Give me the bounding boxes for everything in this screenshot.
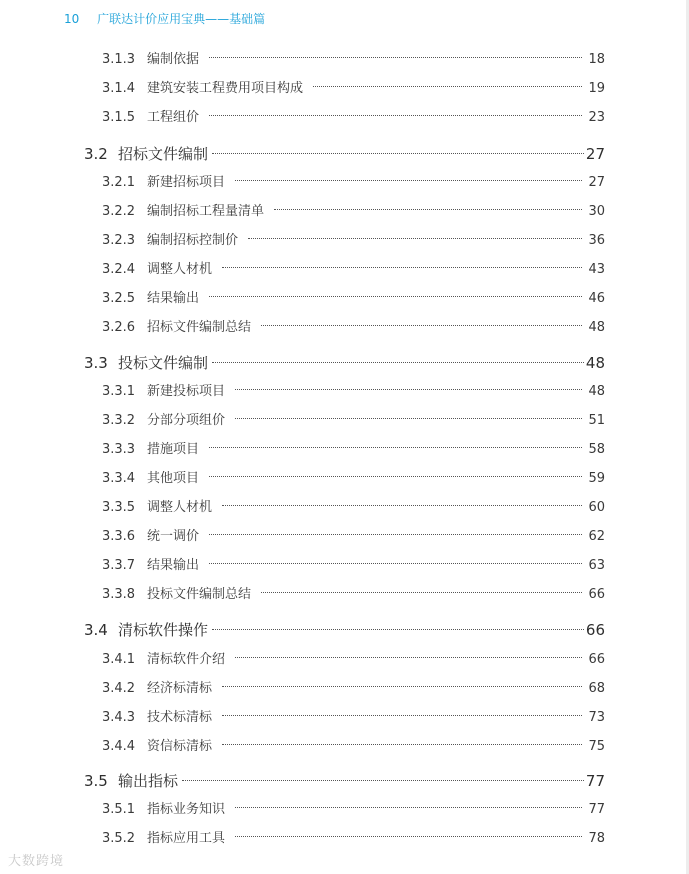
toc-entry-title: 经济标清标 xyxy=(147,681,213,696)
dot-leader xyxy=(182,780,584,781)
toc-entry-page: 63 xyxy=(588,558,605,573)
toc-entry-page: 30 xyxy=(588,204,605,219)
toc-entry-number: 3.1.4 xyxy=(102,81,136,96)
dot-leader xyxy=(209,563,582,564)
toc-entry-title: 分部分项组价 xyxy=(147,413,226,428)
toc-entry-number: 3.2.3 xyxy=(102,233,136,248)
toc-entry-page: 36 xyxy=(588,233,605,248)
toc-entry-number: 3.2.5 xyxy=(102,291,136,306)
toc-entry-number: 3.3.1 xyxy=(102,384,136,399)
toc-entry-number: 3.1.3 xyxy=(102,52,136,67)
toc-entry-title: 建筑安装工程费用项目构成 xyxy=(147,81,304,96)
toc-subsection-entry[interactable] xyxy=(102,106,605,125)
toc-entry-title: 招标文件编制 xyxy=(118,145,209,163)
toc-entry-number: 3.3.2 xyxy=(102,413,136,428)
toc-entry-page: 66 xyxy=(588,652,605,667)
dot-leader xyxy=(274,209,582,210)
toc-entry-title: 新建投标项目 xyxy=(147,384,226,399)
dot-leader xyxy=(235,657,582,658)
toc-subsection-entry[interactable] xyxy=(102,525,605,544)
toc-entry-title: 措施项目 xyxy=(147,442,200,457)
toc-subsection-entry[interactable] xyxy=(102,677,605,696)
toc-entry-page: 27 xyxy=(585,145,605,163)
running-header xyxy=(64,10,265,27)
toc-subsection-entry[interactable] xyxy=(102,200,605,219)
toc-subsection-entry[interactable] xyxy=(102,467,605,486)
toc-entry-number: 3.5.1 xyxy=(102,802,136,817)
toc-entry-page: 78 xyxy=(588,831,605,846)
toc-subsection-entry[interactable] xyxy=(102,827,605,846)
toc-entry-page: 46 xyxy=(588,291,605,306)
toc-entry-number: 3.2 xyxy=(84,145,108,163)
toc-entry-title: 招标文件编制总结 xyxy=(147,320,252,335)
toc-entry-page: 66 xyxy=(585,621,605,639)
toc-entry-number: 3.3.5 xyxy=(102,500,136,515)
toc-subsection-entry[interactable] xyxy=(102,706,605,725)
toc-entry-page: 18 xyxy=(588,52,605,67)
toc-entry-page: 75 xyxy=(588,739,605,754)
dot-leader xyxy=(248,238,582,239)
toc-subsection-entry[interactable] xyxy=(102,438,605,457)
toc-subsection-entry[interactable] xyxy=(102,287,605,306)
toc-entry-number: 3.4.1 xyxy=(102,652,136,667)
toc-entry-title: 编制招标控制价 xyxy=(147,233,239,248)
dot-leader xyxy=(222,686,582,687)
toc-subsection-entry[interactable] xyxy=(102,798,605,817)
toc-subsection-entry[interactable] xyxy=(102,735,605,754)
toc-entry-title: 技术标清标 xyxy=(147,710,213,725)
toc-entry-title: 输出指标 xyxy=(118,772,179,790)
book-title: 广联达计价应用宝典——基础篇 xyxy=(97,12,266,26)
dot-leader xyxy=(212,153,584,154)
toc-entry-page: 19 xyxy=(588,81,605,96)
toc-section-entry[interactable] xyxy=(84,619,605,640)
toc-subsection-entry[interactable] xyxy=(102,380,605,399)
toc-entry-number: 3.2.2 xyxy=(102,204,136,219)
toc-entry-page: 62 xyxy=(588,529,605,544)
toc-entry-number: 3.4.2 xyxy=(102,681,136,696)
toc-entry-title: 结果输出 xyxy=(147,291,200,306)
toc-subsection-entry[interactable] xyxy=(102,48,605,67)
dot-leader xyxy=(235,836,582,837)
toc-entry-number: 3.5.2 xyxy=(102,831,136,846)
toc-entry-number: 3.3.3 xyxy=(102,442,136,457)
toc-entry-number: 3.4.3 xyxy=(102,710,136,725)
dot-leader xyxy=(209,296,582,297)
toc-entry-page: 60 xyxy=(588,500,605,515)
toc-subsection-entry[interactable] xyxy=(102,496,605,515)
toc-entry-title: 新建招标项目 xyxy=(147,175,226,190)
toc-entry-title: 资信标清标 xyxy=(147,739,213,754)
toc-entry-page: 48 xyxy=(588,384,605,399)
toc-entry-number: 3.3 xyxy=(84,354,108,372)
dot-leader xyxy=(235,807,582,808)
toc-entry-title: 指标业务知识 xyxy=(147,802,226,817)
dot-leader xyxy=(209,447,582,448)
toc-entry-title: 结果输出 xyxy=(147,558,200,573)
dot-leader xyxy=(212,362,584,363)
dot-leader xyxy=(209,476,582,477)
toc-entry-number: 3.4 xyxy=(84,621,108,639)
watermark: 大数跨境 xyxy=(8,854,65,869)
toc-entry-page: 58 xyxy=(588,442,605,457)
toc-entry-page: 48 xyxy=(588,320,605,335)
toc-section-entry[interactable] xyxy=(84,352,605,373)
dot-leader xyxy=(212,629,584,630)
toc-entry-title: 清标软件介绍 xyxy=(147,652,226,667)
toc-entry-page: 66 xyxy=(588,587,605,602)
toc-entry-page: 23 xyxy=(588,110,605,125)
toc-entry-title: 调整人材机 xyxy=(147,500,213,515)
page-number: 10 xyxy=(64,12,80,26)
toc-entry-title: 调整人材机 xyxy=(147,262,213,277)
toc-subsection-entry[interactable] xyxy=(102,229,605,248)
toc-entry-number: 3.3.8 xyxy=(102,587,136,602)
toc-entry-title: 编制依据 xyxy=(147,52,200,67)
dot-leader xyxy=(261,325,582,326)
dot-leader xyxy=(222,267,582,268)
dot-leader xyxy=(261,592,582,593)
toc-entry-number: 3.4.4 xyxy=(102,739,136,754)
toc-entry-number: 3.1.5 xyxy=(102,110,136,125)
toc-entry-page: 68 xyxy=(588,681,605,696)
toc-entry-page: 77 xyxy=(585,772,605,790)
toc-entry-page: 77 xyxy=(588,802,605,817)
toc-subsection-entry[interactable] xyxy=(102,77,605,96)
toc-section-entry[interactable] xyxy=(84,143,605,164)
dot-leader xyxy=(209,57,582,58)
dot-leader xyxy=(313,86,582,87)
toc-section-entry[interactable] xyxy=(84,770,605,791)
toc-entry-page: 43 xyxy=(588,262,605,277)
toc-subsection-entry[interactable] xyxy=(102,171,605,190)
toc-entry-title: 投标文件编制 xyxy=(118,354,209,372)
toc-entry-number: 3.5 xyxy=(84,772,108,790)
toc-entry-page: 51 xyxy=(588,413,605,428)
toc-entry-page: 59 xyxy=(588,471,605,486)
toc-subsection-entry[interactable] xyxy=(102,258,605,277)
dot-leader xyxy=(222,744,582,745)
dot-leader xyxy=(222,505,582,506)
toc-entry-number: 3.2.1 xyxy=(102,175,136,190)
dot-leader xyxy=(222,715,582,716)
toc-entry-title: 投标文件编制总结 xyxy=(147,587,252,602)
toc-subsection-entry[interactable] xyxy=(102,316,605,335)
toc-entry-page: 27 xyxy=(588,175,605,190)
dot-leader xyxy=(235,180,582,181)
toc-subsection-entry[interactable] xyxy=(102,583,605,602)
toc-entry-number: 3.3.7 xyxy=(102,558,136,573)
toc-subsection-entry[interactable] xyxy=(102,554,605,573)
toc-entry-title: 编制招标工程量清单 xyxy=(147,204,265,219)
dot-leader xyxy=(235,389,582,390)
toc-entry-number: 3.2.4 xyxy=(102,262,136,277)
dot-leader xyxy=(209,534,582,535)
toc-entry-number: 3.3.6 xyxy=(102,529,136,544)
toc-entry-number: 3.2.6 xyxy=(102,320,136,335)
toc-entry-page: 48 xyxy=(585,354,605,372)
dot-leader xyxy=(209,115,582,116)
toc-entry-page: 73 xyxy=(588,710,605,725)
toc-entry-title: 清标软件操作 xyxy=(118,621,209,639)
toc-entry-title: 统一调价 xyxy=(147,529,200,544)
toc-entry-title: 其他项目 xyxy=(147,471,200,486)
toc-entry-title: 工程组价 xyxy=(147,110,200,125)
dot-leader xyxy=(235,418,582,419)
toc-subsection-entry[interactable] xyxy=(102,409,605,428)
toc-entry-title: 指标应用工具 xyxy=(147,831,226,846)
toc-entry-number: 3.3.4 xyxy=(102,471,136,486)
toc-subsection-entry[interactable] xyxy=(102,648,605,667)
